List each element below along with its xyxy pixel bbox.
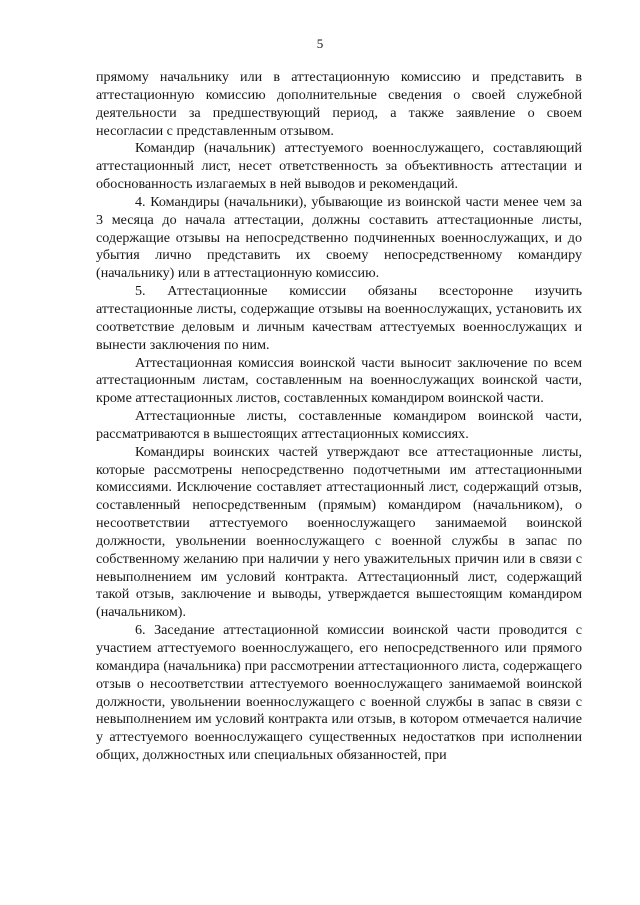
document-body xyxy=(96,69,582,765)
paragraph-continuation: прямому начальнику или в аттестационную комиссию и представить в аттестационную комиссию дополнительные сведения о своей служебной деятельности за предшествующий период, а также заявление о своем несогласии с представленным отзывом. xyxy=(96,69,582,139)
paragraph-item-6: 6. Заседание аттестационной комиссии воинской части проводится с участием аттестуемого военнослужащего, его непосредственного или прямого командира (начальника) при рассмотрении аттестационного листа, содержащего отзыв о несоответствии аттестуемого военнослужащего занимаемой воинской должности, увольнении военнослужащего с военной службы в запас в связи с невыполнением им условий контракта или отзыв, в котором отмечается наличие у аттестуемого военнослужащего существенных недостатков при исполнении общих, должностных или специальных обязанностей, при xyxy=(96,622,582,764)
paragraph-item-4: 4. Командиры (начальники), убывающие из воинской части менее чем за 3 месяца до начала аттестации, должны составить аттестационные листы, содержащие отзывы на непосредственно подчиненных военнослужащих, и до убытия лично представить их своему непосредственному командиру (начальнику) или в аттестационную комиссию. xyxy=(96,193,582,282)
paragraph-higher-commissions: Аттестационные листы, составленные командиром воинской части, рассматриваются в вышестоящих аттестационных комиссиях. xyxy=(96,408,582,442)
paragraph-approval: Командиры воинских частей утверждают все аттестационные листы, которые рассмотрены непосредственно подотчетными им аттестационными комиссиями. Исключение составляет аттестационный лист, содержащий отзыв, составленный непосредственным (прямым) командиром (начальником), о несоответствии аттестуемого военнослужащего занимаемой воинской должности, увольнении военнослужащего с военной службы в запас по собственному желанию при наличии у него уважительных причин или в связи с невыполнением им условий контракта. Аттестационный лист, содержащий такой отзыв, заключение и выводы, утверждается вышестоящим командиром (начальником). xyxy=(96,443,582,621)
paragraph-commander-responsibility: Командир (начальник) аттестуемого военнослужащего, составляющий аттестационный лист, несет ответственность за объективность аттестации и обоснованность излагаемых в ней выводов и рекомендаций. xyxy=(96,140,582,193)
paragraph-item-5: 5. Аттестационные комиссии обязаны всесторонне изучить аттестационные листы, содержащие отзывы на военнослужащих, установить их соответствие деловым и личным качествам аттестуемых военнослужащих и вынести заключения по ним. xyxy=(96,283,582,353)
page-number: 5 xyxy=(316,36,324,51)
paragraph-unit-commission: Аттестационная комиссия воинской части выносит заключение по всем аттестационным листам, составленным на военнослужащих воинской части, кроме аттестационных листов, составленных командиром воинской части. xyxy=(96,354,582,407)
